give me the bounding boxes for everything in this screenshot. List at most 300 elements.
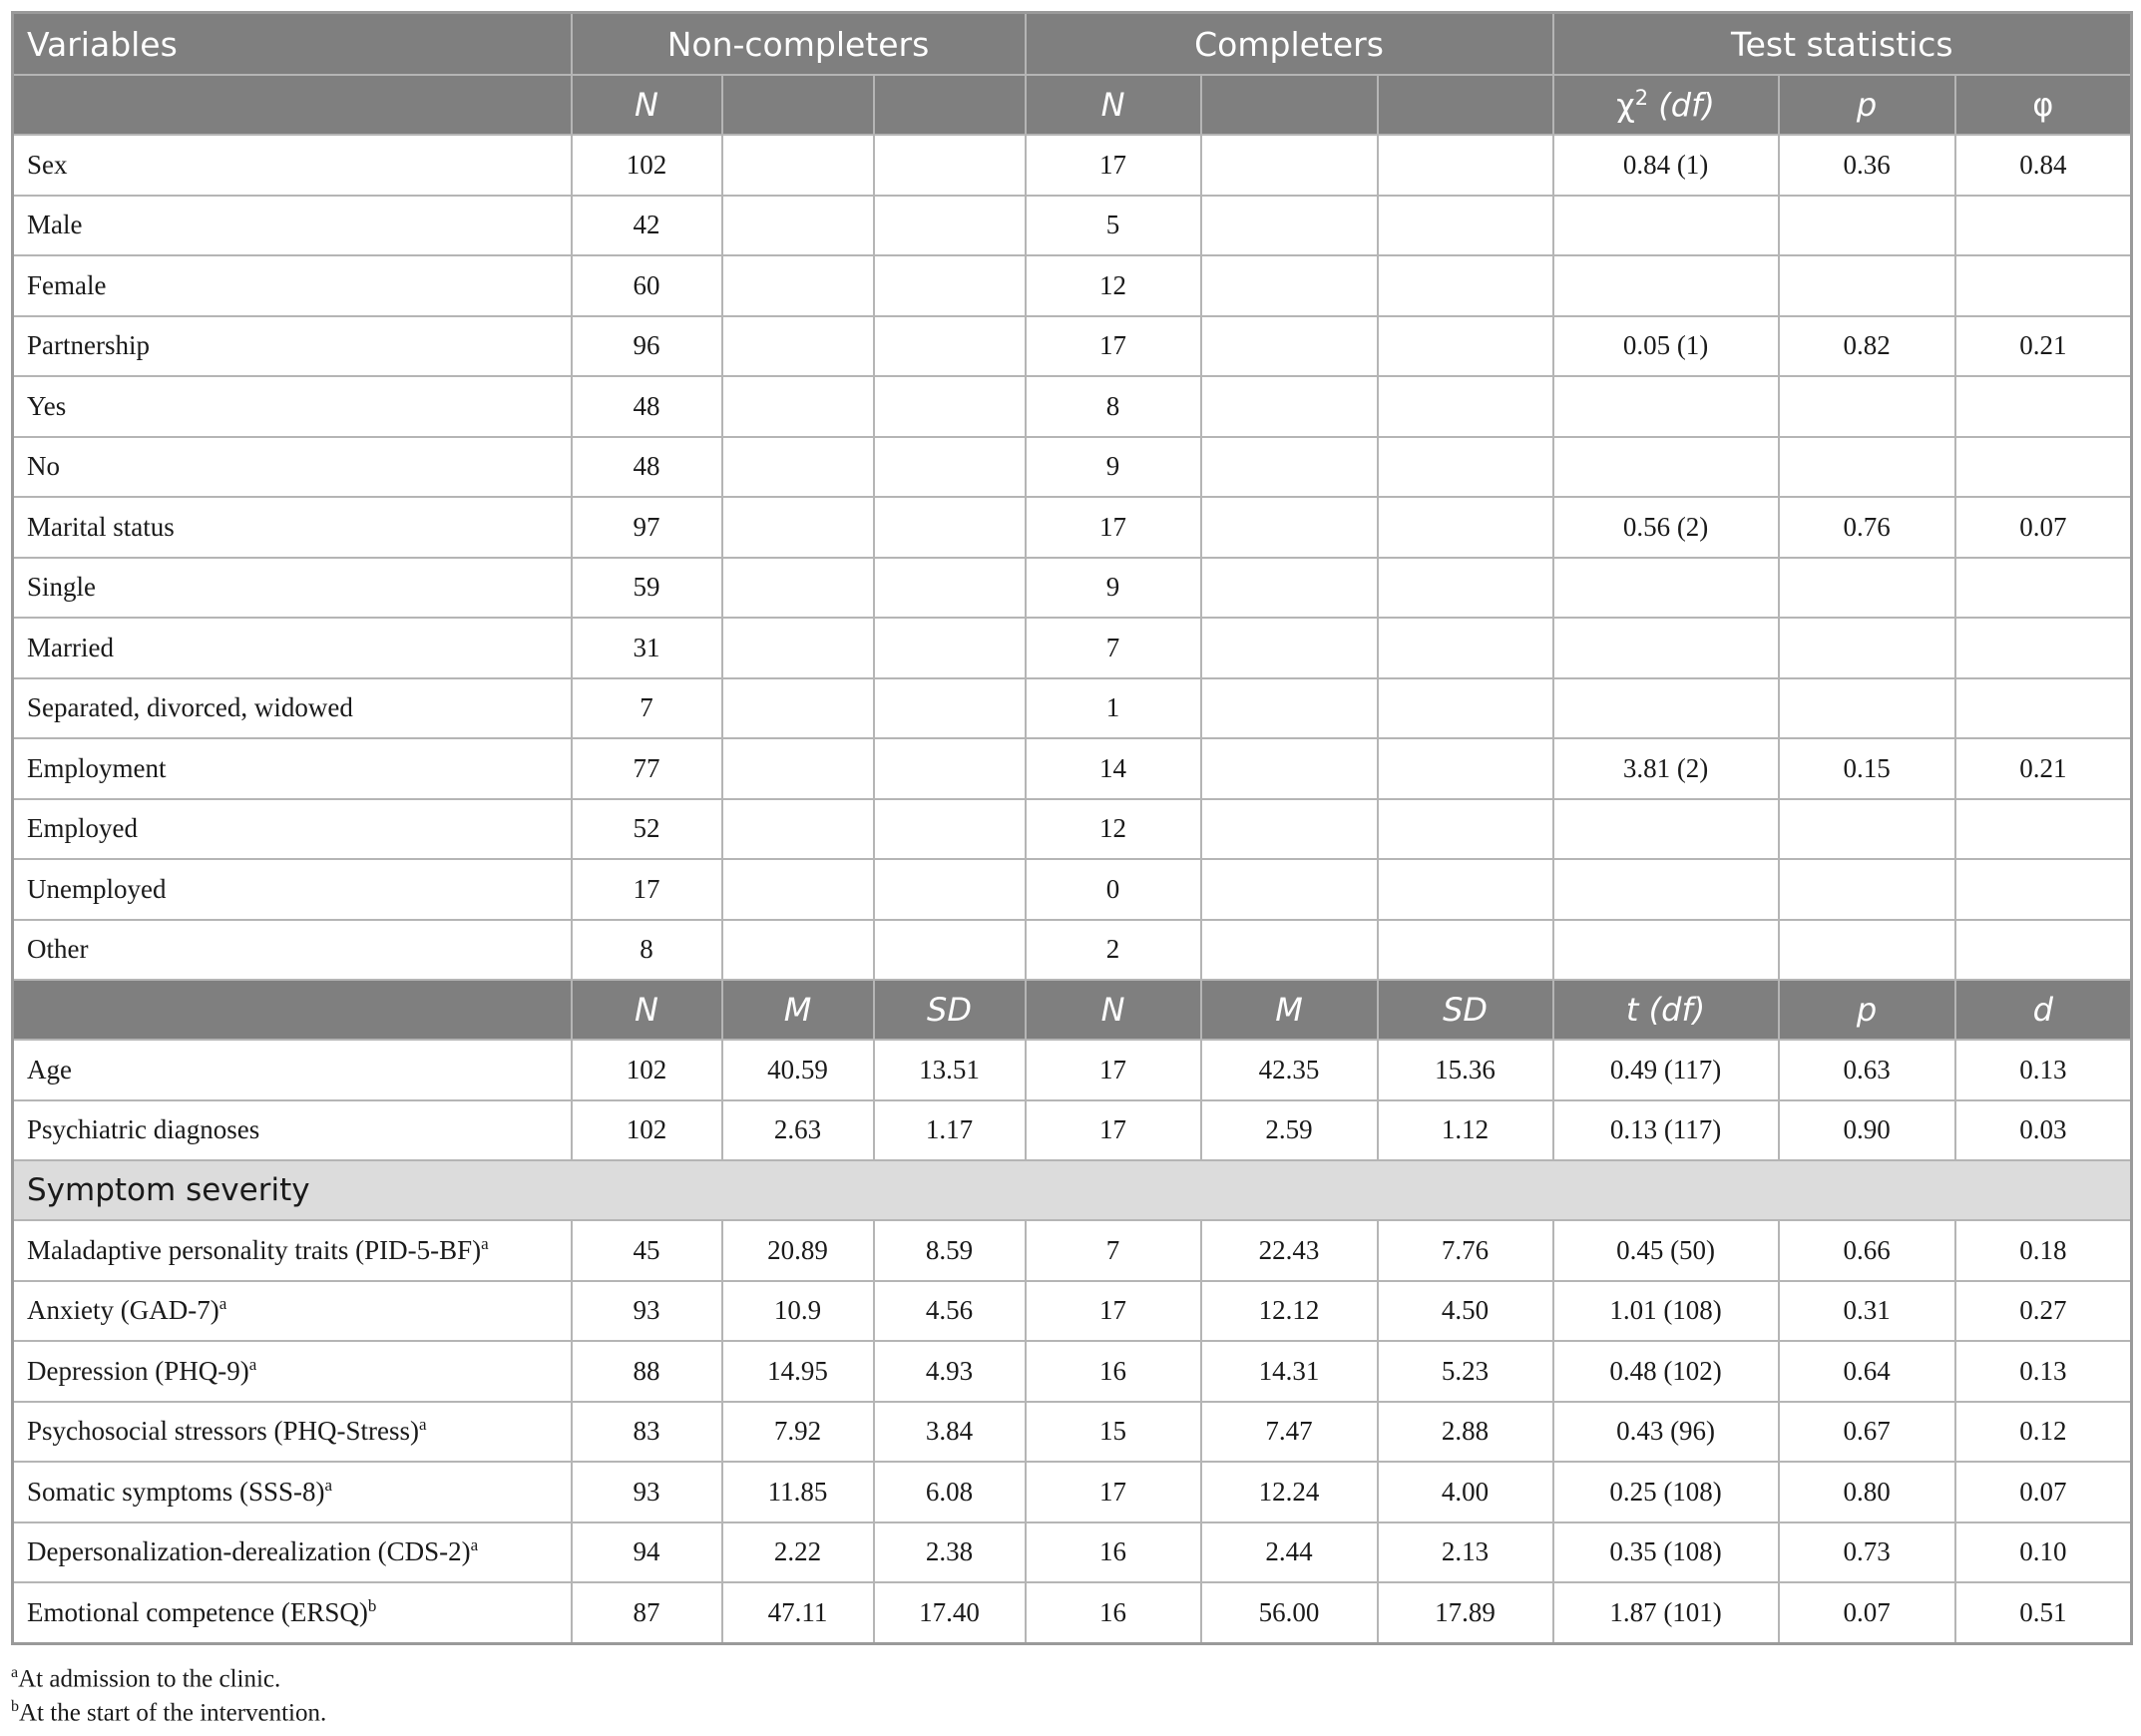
table-row bbox=[13, 1462, 2132, 1522]
cell-nc-n: 8 bbox=[572, 920, 722, 981]
cell-chi-square bbox=[1553, 618, 1779, 678]
cell-nc-sd: 4.56 bbox=[874, 1281, 1026, 1342]
cell-t: 0.43 (96) bbox=[1553, 1402, 1779, 1463]
cell-empty bbox=[1201, 799, 1378, 860]
cell-nc-m: 14.95 bbox=[722, 1341, 874, 1402]
table-row bbox=[13, 255, 2132, 316]
cell-c-sd: 4.00 bbox=[1378, 1462, 1553, 1522]
cell-empty bbox=[1378, 859, 1553, 920]
cell-c-sd: 5.23 bbox=[1378, 1341, 1553, 1402]
cell-nc-sd: 4.93 bbox=[874, 1341, 1026, 1402]
cell-phi bbox=[1955, 196, 2132, 256]
cell-p bbox=[1779, 920, 1955, 981]
cell-t: 0.49 (117) bbox=[1553, 1040, 1779, 1100]
cell-nc-n: 48 bbox=[572, 376, 722, 437]
cell-c-m: 2.59 bbox=[1201, 1100, 1378, 1161]
footnote-mark: a bbox=[11, 1664, 19, 1681]
table-row bbox=[13, 678, 2132, 739]
cell-empty bbox=[722, 316, 874, 377]
cell-empty bbox=[874, 678, 1026, 739]
cell-nc-m: 20.89 bbox=[722, 1220, 874, 1281]
cell-empty bbox=[1201, 316, 1378, 377]
cell-p bbox=[1779, 558, 1955, 619]
cell-nc-m: 2.22 bbox=[722, 1522, 874, 1583]
row-label bbox=[13, 1462, 572, 1522]
cell-empty bbox=[874, 135, 1026, 196]
subheader-nc-n: N bbox=[572, 75, 722, 135]
cell-nc-n: 102 bbox=[572, 1040, 722, 1100]
cell-d: 0.07 bbox=[1955, 1462, 2132, 1522]
cell-c-n: 8 bbox=[1026, 376, 1201, 437]
cell-phi bbox=[1955, 437, 2132, 498]
cell-nc-n: 48 bbox=[572, 437, 722, 498]
cell-empty bbox=[1201, 135, 1378, 196]
cell-empty bbox=[874, 376, 1026, 437]
comparison-table bbox=[11, 11, 2133, 1645]
cell-nc-sd: 2.38 bbox=[874, 1522, 1026, 1583]
categorical-subheader-row bbox=[13, 75, 2132, 135]
section-title: Symptom severity bbox=[13, 1160, 2132, 1220]
table-row bbox=[13, 799, 2132, 860]
cell-c-n: 17 bbox=[1026, 1462, 1201, 1522]
row-label-text: Psychiatric diagnoses bbox=[27, 1114, 260, 1145]
cell-empty bbox=[722, 437, 874, 498]
cell-c-n: 15 bbox=[1026, 1402, 1201, 1463]
cell-chi-square bbox=[1553, 920, 1779, 981]
subheader-blank bbox=[722, 75, 874, 135]
cell-c-n: 14 bbox=[1026, 738, 1201, 799]
cell-c-n: 17 bbox=[1026, 1040, 1201, 1100]
cell-nc-n: 93 bbox=[572, 1462, 722, 1522]
cell-empty bbox=[874, 437, 1026, 498]
cell-c-n: 7 bbox=[1026, 1220, 1201, 1281]
cell-empty bbox=[1201, 196, 1378, 256]
cell-c-m: 7.47 bbox=[1201, 1402, 1378, 1463]
cell-empty bbox=[1201, 920, 1378, 981]
table-row bbox=[13, 196, 2132, 256]
cell-empty bbox=[1378, 316, 1553, 377]
cell-p bbox=[1779, 859, 1955, 920]
table-row bbox=[13, 1281, 2132, 1342]
cell-phi bbox=[1955, 376, 2132, 437]
cell-nc-n: 102 bbox=[572, 135, 722, 196]
cell-empty bbox=[874, 799, 1026, 860]
cell-nc-sd: 1.17 bbox=[874, 1100, 1026, 1161]
cell-chi-square: 0.05 (1) bbox=[1553, 316, 1779, 377]
cell-empty bbox=[722, 920, 874, 981]
cell-chi-square bbox=[1553, 196, 1779, 256]
cell-empty bbox=[874, 316, 1026, 377]
cell-p: 0.73 bbox=[1779, 1522, 1955, 1583]
cell-t: 0.45 (50) bbox=[1553, 1220, 1779, 1281]
cell-empty bbox=[722, 135, 874, 196]
row-label bbox=[13, 1220, 572, 1281]
cell-phi bbox=[1955, 558, 2132, 619]
row-label-text: Depression (PHQ-9) bbox=[27, 1355, 249, 1386]
cell-chi-square: 3.81 (2) bbox=[1553, 738, 1779, 799]
cell-nc-n: 97 bbox=[572, 497, 722, 558]
cell-t: 1.01 (108) bbox=[1553, 1281, 1779, 1342]
table-row bbox=[13, 1402, 2132, 1463]
footnote-marker: a bbox=[218, 1294, 227, 1314]
cell-p bbox=[1779, 376, 1955, 437]
cell-c-m: 56.00 bbox=[1201, 1582, 1378, 1643]
cell-c-n: 5 bbox=[1026, 196, 1201, 256]
footnotes bbox=[11, 1656, 327, 1727]
cell-empty bbox=[1378, 196, 1553, 256]
cell-phi bbox=[1955, 920, 2132, 981]
cell-phi bbox=[1955, 618, 2132, 678]
cell-t: 0.13 (117) bbox=[1553, 1100, 1779, 1161]
cell-p: 0.76 bbox=[1779, 497, 1955, 558]
cell-chi-square bbox=[1553, 376, 1779, 437]
cell-phi bbox=[1955, 799, 2132, 860]
cell-phi: 0.07 bbox=[1955, 497, 2132, 558]
cell-c-n: 7 bbox=[1026, 618, 1201, 678]
cell-nc-n: 88 bbox=[572, 1341, 722, 1402]
chi-df: (df) bbox=[1648, 86, 1715, 125]
header-test-statistics: Test statistics bbox=[1553, 13, 2132, 76]
row-label-text: Anxiety (GAD-7) bbox=[27, 1295, 219, 1326]
cell-p: 0.66 bbox=[1779, 1220, 1955, 1281]
table-row bbox=[13, 1220, 2132, 1281]
cell-nc-n: 87 bbox=[572, 1582, 722, 1643]
subheader-d: d bbox=[1955, 980, 2132, 1040]
cell-nc-m: 47.11 bbox=[722, 1582, 874, 1643]
cell-c-n: 1 bbox=[1026, 678, 1201, 739]
continuous-body bbox=[13, 1040, 2132, 1160]
cell-c-n: 12 bbox=[1026, 255, 1201, 316]
row-label: Sex bbox=[13, 135, 572, 196]
cell-p bbox=[1779, 799, 1955, 860]
cell-chi-square bbox=[1553, 678, 1779, 739]
cell-p: 0.15 bbox=[1779, 738, 1955, 799]
cell-c-n: 16 bbox=[1026, 1341, 1201, 1402]
cell-c-sd: 4.50 bbox=[1378, 1281, 1553, 1342]
cell-nc-m: 10.9 bbox=[722, 1281, 874, 1342]
cell-empty bbox=[1378, 920, 1553, 981]
cell-nc-n: 7 bbox=[572, 678, 722, 739]
row-label: Separated, divorced, widowed bbox=[13, 678, 572, 739]
subheader-c-n: N bbox=[1026, 75, 1201, 135]
cell-c-sd: 2.13 bbox=[1378, 1522, 1553, 1583]
cell-c-sd: 17.89 bbox=[1378, 1582, 1553, 1643]
cell-empty bbox=[1378, 497, 1553, 558]
cell-empty bbox=[1378, 738, 1553, 799]
cell-empty bbox=[874, 618, 1026, 678]
cell-nc-n: 83 bbox=[572, 1402, 722, 1463]
chi-superscript: 2 bbox=[1634, 85, 1649, 110]
row-label-text: Psychosocial stressors (PHQ-Stress) bbox=[27, 1416, 419, 1447]
cell-nc-n: 42 bbox=[572, 196, 722, 256]
cell-c-m: 2.44 bbox=[1201, 1522, 1378, 1583]
continuous-header-body bbox=[13, 980, 2132, 1040]
cell-empty bbox=[722, 255, 874, 316]
footnote bbox=[11, 1656, 326, 1693]
cell-empty bbox=[1378, 618, 1553, 678]
cell-empty bbox=[874, 196, 1026, 256]
table-row bbox=[13, 1341, 2132, 1402]
cell-p: 0.64 bbox=[1779, 1341, 1955, 1402]
subheader-t: t (df) bbox=[1553, 980, 1779, 1040]
row-label bbox=[13, 1040, 572, 1100]
row-label: No bbox=[13, 437, 572, 498]
cell-t: 1.87 (101) bbox=[1553, 1582, 1779, 1643]
categorical-body bbox=[13, 135, 2132, 980]
cell-d: 0.51 bbox=[1955, 1582, 2132, 1643]
cell-nc-n: 59 bbox=[572, 558, 722, 619]
cell-phi bbox=[1955, 255, 2132, 316]
cell-chi-square bbox=[1553, 859, 1779, 920]
cell-empty bbox=[722, 376, 874, 437]
cell-empty bbox=[874, 497, 1026, 558]
cell-p: 0.67 bbox=[1779, 1402, 1955, 1463]
cell-c-m: 12.24 bbox=[1201, 1462, 1378, 1522]
row-label bbox=[13, 1281, 572, 1342]
subheader-c-n: N bbox=[1026, 980, 1201, 1040]
header-variables: Variables bbox=[13, 13, 572, 76]
subheader-blank bbox=[1378, 75, 1553, 135]
cell-nc-m: 7.92 bbox=[722, 1402, 874, 1463]
section-body bbox=[13, 1160, 2132, 1220]
cell-empty bbox=[722, 738, 874, 799]
cell-c-m: 22.43 bbox=[1201, 1220, 1378, 1281]
footnote-marker: a bbox=[324, 1475, 333, 1495]
cell-empty bbox=[1201, 255, 1378, 316]
cell-empty bbox=[722, 618, 874, 678]
cell-c-n: 17 bbox=[1026, 1281, 1201, 1342]
table-row bbox=[13, 497, 2132, 558]
cell-nc-n: 93 bbox=[572, 1281, 722, 1342]
row-label: Other bbox=[13, 920, 572, 981]
row-label-text: Age bbox=[27, 1054, 72, 1085]
cell-c-n: 16 bbox=[1026, 1582, 1201, 1643]
header-non-completers: Non-completers bbox=[572, 13, 1026, 76]
cell-chi-square bbox=[1553, 558, 1779, 619]
subheader-nc-sd: SD bbox=[874, 980, 1026, 1040]
cell-empty bbox=[1201, 678, 1378, 739]
table-row bbox=[13, 1100, 2132, 1161]
cell-empty bbox=[1378, 135, 1553, 196]
subheader-blank bbox=[13, 980, 572, 1040]
row-label: Yes bbox=[13, 376, 572, 437]
table-row bbox=[13, 920, 2132, 981]
cell-empty bbox=[1378, 558, 1553, 619]
header-completers: Completers bbox=[1026, 13, 1553, 76]
cell-chi-square bbox=[1553, 799, 1779, 860]
row-label-text: Maladaptive personality traits (PID-5-BF) bbox=[27, 1234, 482, 1265]
cell-empty bbox=[1378, 678, 1553, 739]
footnote-text: At the start of the intervention. bbox=[19, 1699, 327, 1727]
cell-empty bbox=[1201, 859, 1378, 920]
row-label: Employed bbox=[13, 799, 572, 860]
symptom-body bbox=[13, 1220, 2132, 1643]
cell-empty bbox=[1378, 799, 1553, 860]
cell-empty bbox=[1201, 738, 1378, 799]
footnote bbox=[11, 1690, 327, 1727]
cell-c-sd: 7.76 bbox=[1378, 1220, 1553, 1281]
cell-c-sd: 1.12 bbox=[1378, 1100, 1553, 1161]
cell-empty bbox=[874, 738, 1026, 799]
cell-p: 0.31 bbox=[1779, 1281, 1955, 1342]
cell-nc-sd: 3.84 bbox=[874, 1402, 1026, 1463]
cell-empty bbox=[874, 920, 1026, 981]
cell-nc-n: 52 bbox=[572, 799, 722, 860]
row-label: Male bbox=[13, 196, 572, 256]
cell-c-sd: 15.36 bbox=[1378, 1040, 1553, 1100]
cell-p: 0.90 bbox=[1779, 1100, 1955, 1161]
cell-c-n: 17 bbox=[1026, 135, 1201, 196]
row-label-text: Emotional competence (ERSQ) bbox=[27, 1596, 368, 1627]
cell-nc-m: 11.85 bbox=[722, 1462, 874, 1522]
cell-nc-sd: 17.40 bbox=[874, 1582, 1026, 1643]
table-row bbox=[13, 135, 2132, 196]
table-row bbox=[13, 316, 2132, 377]
table-header-row bbox=[13, 13, 2132, 76]
cell-p bbox=[1779, 678, 1955, 739]
subheader-p: p bbox=[1779, 75, 1955, 135]
cell-empty bbox=[722, 799, 874, 860]
cell-nc-n: 94 bbox=[572, 1522, 722, 1583]
subheader-c-m: M bbox=[1201, 980, 1378, 1040]
cell-c-n: 17 bbox=[1026, 316, 1201, 377]
continuous-subheader-row bbox=[13, 980, 2132, 1040]
cell-c-sd: 2.88 bbox=[1378, 1402, 1553, 1463]
cell-c-n: 17 bbox=[1026, 1100, 1201, 1161]
subheader-nc-n: N bbox=[572, 980, 722, 1040]
row-label bbox=[13, 1522, 572, 1583]
cell-t: 0.35 (108) bbox=[1553, 1522, 1779, 1583]
chi-symbol: χ bbox=[1616, 86, 1635, 125]
cell-empty bbox=[1201, 618, 1378, 678]
cell-p bbox=[1779, 196, 1955, 256]
cell-nc-n: 45 bbox=[572, 1220, 722, 1281]
cell-empty bbox=[1378, 376, 1553, 437]
table-row bbox=[13, 738, 2132, 799]
row-label bbox=[13, 1402, 572, 1463]
cell-d: 0.27 bbox=[1955, 1281, 2132, 1342]
subheader-nc-m: M bbox=[722, 980, 874, 1040]
row-label: Employment bbox=[13, 738, 572, 799]
cell-t: 0.25 (108) bbox=[1553, 1462, 1779, 1522]
cell-empty bbox=[722, 678, 874, 739]
cell-p: 0.82 bbox=[1779, 316, 1955, 377]
cell-nc-sd: 13.51 bbox=[874, 1040, 1026, 1100]
subheader-p: p bbox=[1779, 980, 1955, 1040]
row-label: Partnership bbox=[13, 316, 572, 377]
cell-empty bbox=[874, 859, 1026, 920]
cell-chi-square bbox=[1553, 255, 1779, 316]
row-label: Unemployed bbox=[13, 859, 572, 920]
subheader-blank bbox=[13, 75, 572, 135]
table-row bbox=[13, 437, 2132, 498]
cell-p: 0.63 bbox=[1779, 1040, 1955, 1100]
cell-d: 0.12 bbox=[1955, 1402, 2132, 1463]
cell-empty bbox=[722, 859, 874, 920]
cell-phi: 0.84 bbox=[1955, 135, 2132, 196]
cell-c-n: 2 bbox=[1026, 920, 1201, 981]
footnote-marker: a bbox=[481, 1233, 489, 1253]
row-label-text: Depersonalization-derealization (CDS-2) bbox=[27, 1536, 471, 1567]
cell-phi: 0.21 bbox=[1955, 316, 2132, 377]
row-label: Female bbox=[13, 255, 572, 316]
cell-empty bbox=[1378, 255, 1553, 316]
cell-d: 0.13 bbox=[1955, 1341, 2132, 1402]
cell-phi bbox=[1955, 859, 2132, 920]
cell-empty bbox=[874, 558, 1026, 619]
table-row bbox=[13, 376, 2132, 437]
cell-p bbox=[1779, 255, 1955, 316]
footnote-text: At admission to the clinic. bbox=[18, 1665, 281, 1693]
cell-empty bbox=[722, 497, 874, 558]
cell-empty bbox=[1201, 558, 1378, 619]
cell-p bbox=[1779, 618, 1955, 678]
cell-nc-n: 31 bbox=[572, 618, 722, 678]
cell-c-n: 9 bbox=[1026, 437, 1201, 498]
cell-empty bbox=[1201, 376, 1378, 437]
cell-chi-square bbox=[1553, 437, 1779, 498]
table-row bbox=[13, 1582, 2132, 1643]
cell-empty bbox=[722, 196, 874, 256]
subheader-chi-square bbox=[1553, 75, 1779, 135]
row-label bbox=[13, 1100, 572, 1161]
row-label bbox=[13, 1341, 572, 1402]
row-label: Marital status bbox=[13, 497, 572, 558]
cell-nc-n: 102 bbox=[572, 1100, 722, 1161]
table-row bbox=[13, 859, 2132, 920]
cell-nc-n: 17 bbox=[572, 859, 722, 920]
cell-nc-m: 2.63 bbox=[722, 1100, 874, 1161]
cell-nc-sd: 6.08 bbox=[874, 1462, 1026, 1522]
cell-c-n: 0 bbox=[1026, 859, 1201, 920]
cell-d: 0.13 bbox=[1955, 1040, 2132, 1100]
subheader-blank bbox=[874, 75, 1026, 135]
subheader-c-sd: SD bbox=[1378, 980, 1553, 1040]
row-label bbox=[13, 1582, 572, 1643]
cell-nc-n: 77 bbox=[572, 738, 722, 799]
cell-p: 0.80 bbox=[1779, 1462, 1955, 1522]
row-label-text: Somatic symptoms (SSS-8) bbox=[27, 1476, 325, 1507]
cell-empty bbox=[722, 558, 874, 619]
footnote-marker: a bbox=[418, 1415, 427, 1435]
cell-nc-n: 96 bbox=[572, 316, 722, 377]
cell-p: 0.36 bbox=[1779, 135, 1955, 196]
subheader-blank bbox=[1201, 75, 1378, 135]
cell-t: 0.48 (102) bbox=[1553, 1341, 1779, 1402]
cell-phi bbox=[1955, 678, 2132, 739]
cell-c-m: 42.35 bbox=[1201, 1040, 1378, 1100]
cell-phi: 0.21 bbox=[1955, 738, 2132, 799]
cell-d: 0.03 bbox=[1955, 1100, 2132, 1161]
cell-chi-square: 0.84 (1) bbox=[1553, 135, 1779, 196]
row-label: Married bbox=[13, 618, 572, 678]
footnote-marker: a bbox=[470, 1535, 479, 1555]
cell-nc-sd: 8.59 bbox=[874, 1220, 1026, 1281]
footnote-marker: b bbox=[367, 1595, 377, 1615]
table-row bbox=[13, 618, 2132, 678]
subheader-phi: φ bbox=[1955, 75, 2132, 135]
cell-nc-m: 40.59 bbox=[722, 1040, 874, 1100]
cell-c-m: 14.31 bbox=[1201, 1341, 1378, 1402]
footnote-marker: a bbox=[248, 1354, 257, 1374]
cell-p bbox=[1779, 437, 1955, 498]
table-container bbox=[11, 11, 2130, 1645]
cell-p: 0.07 bbox=[1779, 1582, 1955, 1643]
table-row bbox=[13, 558, 2132, 619]
cell-empty bbox=[874, 255, 1026, 316]
cell-chi-square: 0.56 (2) bbox=[1553, 497, 1779, 558]
cell-c-n: 9 bbox=[1026, 558, 1201, 619]
